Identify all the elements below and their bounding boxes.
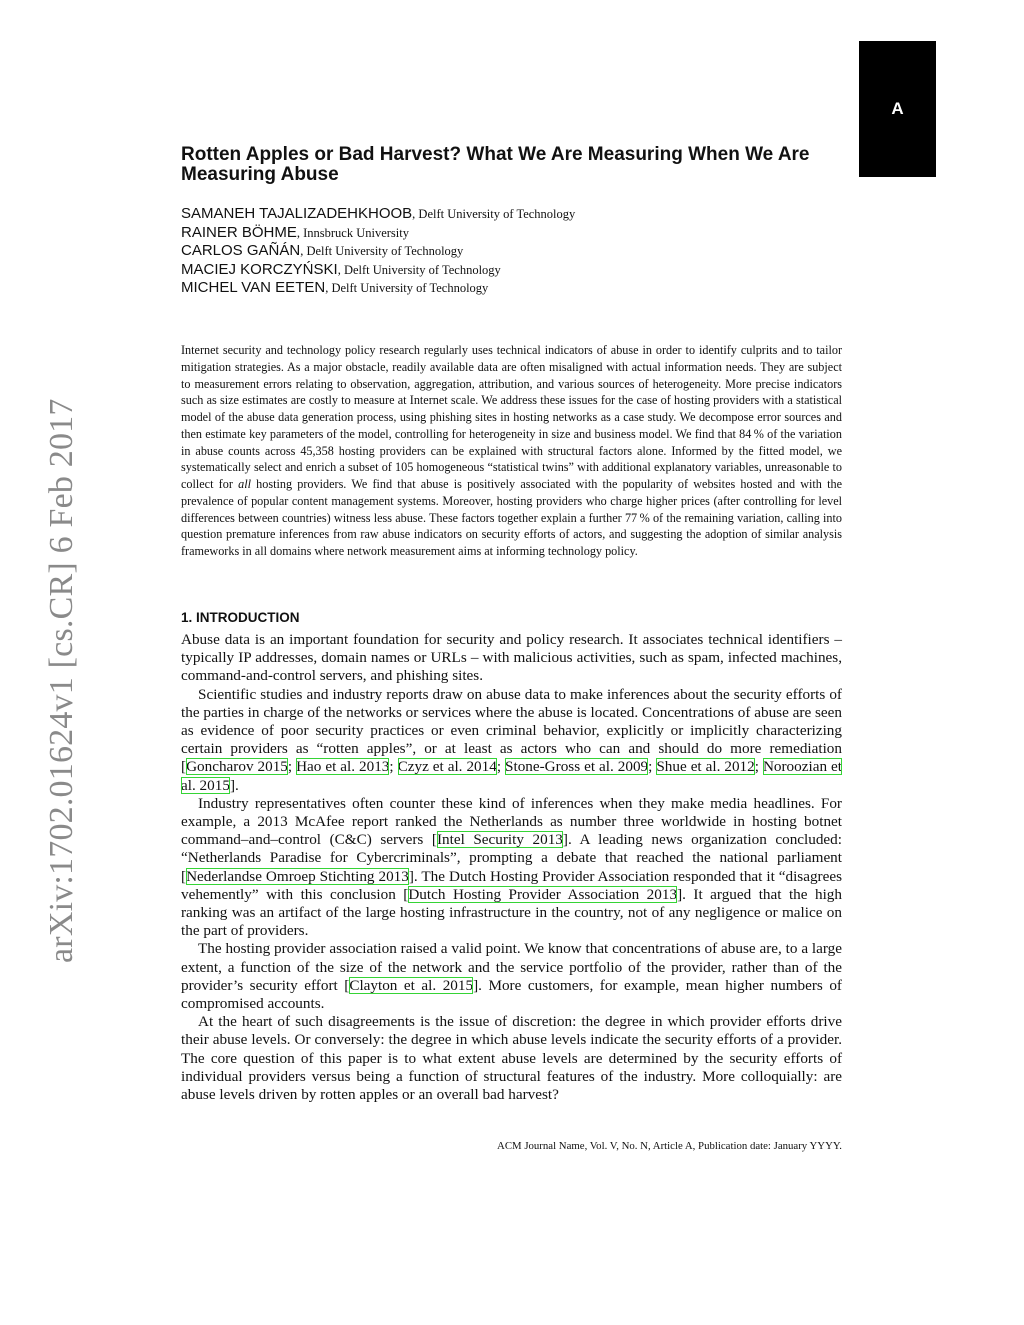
citation-link[interactable]: Goncharov 2015 (186, 758, 288, 776)
author-name: SAMANEH TAJALIZADEHKHOOB (181, 205, 413, 222)
abstract (181, 342, 842, 560)
article-letter-tab (859, 41, 936, 177)
citation-link[interactable]: Noroozian et al. 2015 (181, 758, 842, 794)
paragraph-end: ]. (229, 776, 239, 794)
paragraph: At the heart of such disagreements is the issue of discretion: the degree in which provider efforts drive their abuse levels. Or conversely: the degree in which abuse levels indicate the security efforts of a provider. The core question of this paper is to what extent abuse levels are determined by the security efforts of individual providers versus being a function of structural features of the industry. More colloquially: are abuse levels driven by rotten apples or an overall bad harvest? (181, 1013, 842, 1104)
paragraph-text: Scientific studies and industry reports draw on abuse data to make inferences about the security efforts of the parties in charge of the networks or services where the abuse is located. Concentrations of abuse are seen as evidence of poor security practices or even criminal behavior, explicitly or implicitly characterizing certain providers as “rotten apples”, or at least as actors who can and should do more remediation [ (181, 685, 842, 776)
abstract-text-part2: hosting providers. We find that abuse is positively associated with the popularity of websites hosted and with the prevalence of popular content management systems. Moreover, hosting providers who charge higher prices (after controlling for level differences between countries) witness less abuse. These factors together explain a further 77 % of the remaining variation, calling into question premature inferences from raw abuse indicators on security efforts of actors, and suggesting the adoption of similar analysis frameworks in all domains where network measurement aims at informing technology policy. (181, 477, 842, 558)
paragraph-text: Industry representatives often counter these kind of inferences when they make media headlines. For example, a 2013 McAfee report ranked the Netherlands as number three worldwide in hosting botnet command–and–control (C&C) servers [ (181, 794, 842, 849)
author-affiliation: , Delft University of Technology (412, 207, 576, 221)
citation-link[interactable]: Stone-Gross et al. 2009 (505, 758, 649, 776)
article-letter: A (891, 99, 904, 118)
author-name: CARLOS GAÑÁN (181, 242, 301, 259)
author-name: RAINER BÖHME (181, 223, 297, 241)
abstract-emphasis: all (238, 477, 251, 491)
paragraph-text: The hosting provider association raised a valid point. We know that concentrations of abuse are, to a large extent, a function of the size of the network and the service portfolio of the provider, rather than of the provider’s security effort [ (181, 940, 842, 994)
author-list (181, 205, 781, 298)
introduction-body (181, 631, 842, 1104)
abstract-text-part1: Internet security and technology policy research regularly uses technical indicators of abuse in order to identify culprits and to tailor mitigation strategies. As a major obstacle, readily available data are often misaligned with actual information needs. They are subject to measurement errors relating to observation, aggregation, attribution, and various sources of heterogeneity. More precise indicators such as size estimates are costly to measure at Internet scale. We address these issues for the case of hosting providers with a statistical model of the abuse data generation process, using phishing sites in hosting networks as a case study. We decompose error sources and then estimate key parameters of the model, controlling for heterogeneity in size and business model. We find that 84 % of the variation in abuse counts across 45,358 hosting providers can be explained with structural factors alone. Informed by the fitted model, we systematically select and enrich a subset of 105 homogeneous “statistical twins” with additional explanatory variables, unreasonable to collect for (181, 343, 842, 491)
paragraph-text: ]. The Dutch Hosting Provider Association responded that it “disagrees vehemently” with this conclusion [ (181, 867, 843, 903)
paragraph-text: ]. It argued that the high ranking was an artifact of the large hosting infrastructure in the country, not of any negligence or malice on the part of providers. (181, 885, 842, 940)
author-line (181, 205, 781, 224)
citation-separator: ; (754, 758, 763, 776)
citation-link[interactable]: Shue et al. 2012 (656, 758, 755, 776)
author-affiliation: , Innsbruck University (296, 225, 409, 240)
citation-link[interactable]: Clayton et al. 2015 (349, 976, 474, 994)
author-line (181, 261, 781, 280)
author-line (181, 279, 781, 298)
citation-link[interactable]: Nederlandse Omroep Stichting 2013 (186, 867, 409, 885)
section-heading-introduction: 1. INTRODUCTION (181, 610, 300, 625)
author-affiliation: , Delft University of Technology (325, 281, 489, 295)
paragraph-text: ]. More customers, for example, mean higher numbers of compromised accounts. (181, 976, 842, 1013)
citation-link[interactable]: Intel Security 2013 (436, 831, 563, 849)
author-name: MACIEJ KORCZYŃSKI (181, 260, 338, 278)
citation-separator: ; (648, 758, 657, 776)
paragraph (181, 940, 842, 1013)
paragraph (181, 795, 842, 941)
citation-separator: ; (389, 758, 398, 776)
citation-separator: ; (496, 758, 506, 776)
author-affiliation: , Delft University of Technology (337, 262, 501, 277)
author-affiliation: , Delft University of Technology (300, 244, 464, 258)
citation-separator: ; (287, 758, 297, 776)
paper-title: Rotten Apples or Bad Harvest? What We Are Measuring When We Are Measuring Abuse (181, 144, 810, 185)
arxiv-stamp: arXiv:1702.01624v1 [cs.CR] 6 Feb 2017 (43, 398, 80, 963)
journal-footer: ACM Journal Name, Vol. V, No. N, Article A, Publication date: January YYYY. (497, 1140, 842, 1152)
author-line (181, 224, 781, 243)
paragraph: Abuse data is an important foundation for security and policy research. It associates technical identifiers – typically IP addresses, domain names or URLs – with malicious activities, such as spam, infected machines, command-and-control servers, and phishing sites. (181, 631, 842, 685)
paragraph (181, 686, 842, 795)
paragraph-text: ]. A leading news organization concluded: “Netherlands Paradise for Cybercriminals”, prompting a debate that reached the national parliament [ (181, 831, 842, 885)
citation-link[interactable]: Hao et al. 2013 (296, 758, 390, 776)
author-name: MICHEL VAN EETEN (181, 279, 326, 296)
citation-link[interactable]: Dutch Hosting Provider Association 2013 (408, 885, 678, 903)
citation-link[interactable]: Czyz et al. 2014 (397, 758, 497, 776)
author-line (181, 242, 781, 261)
